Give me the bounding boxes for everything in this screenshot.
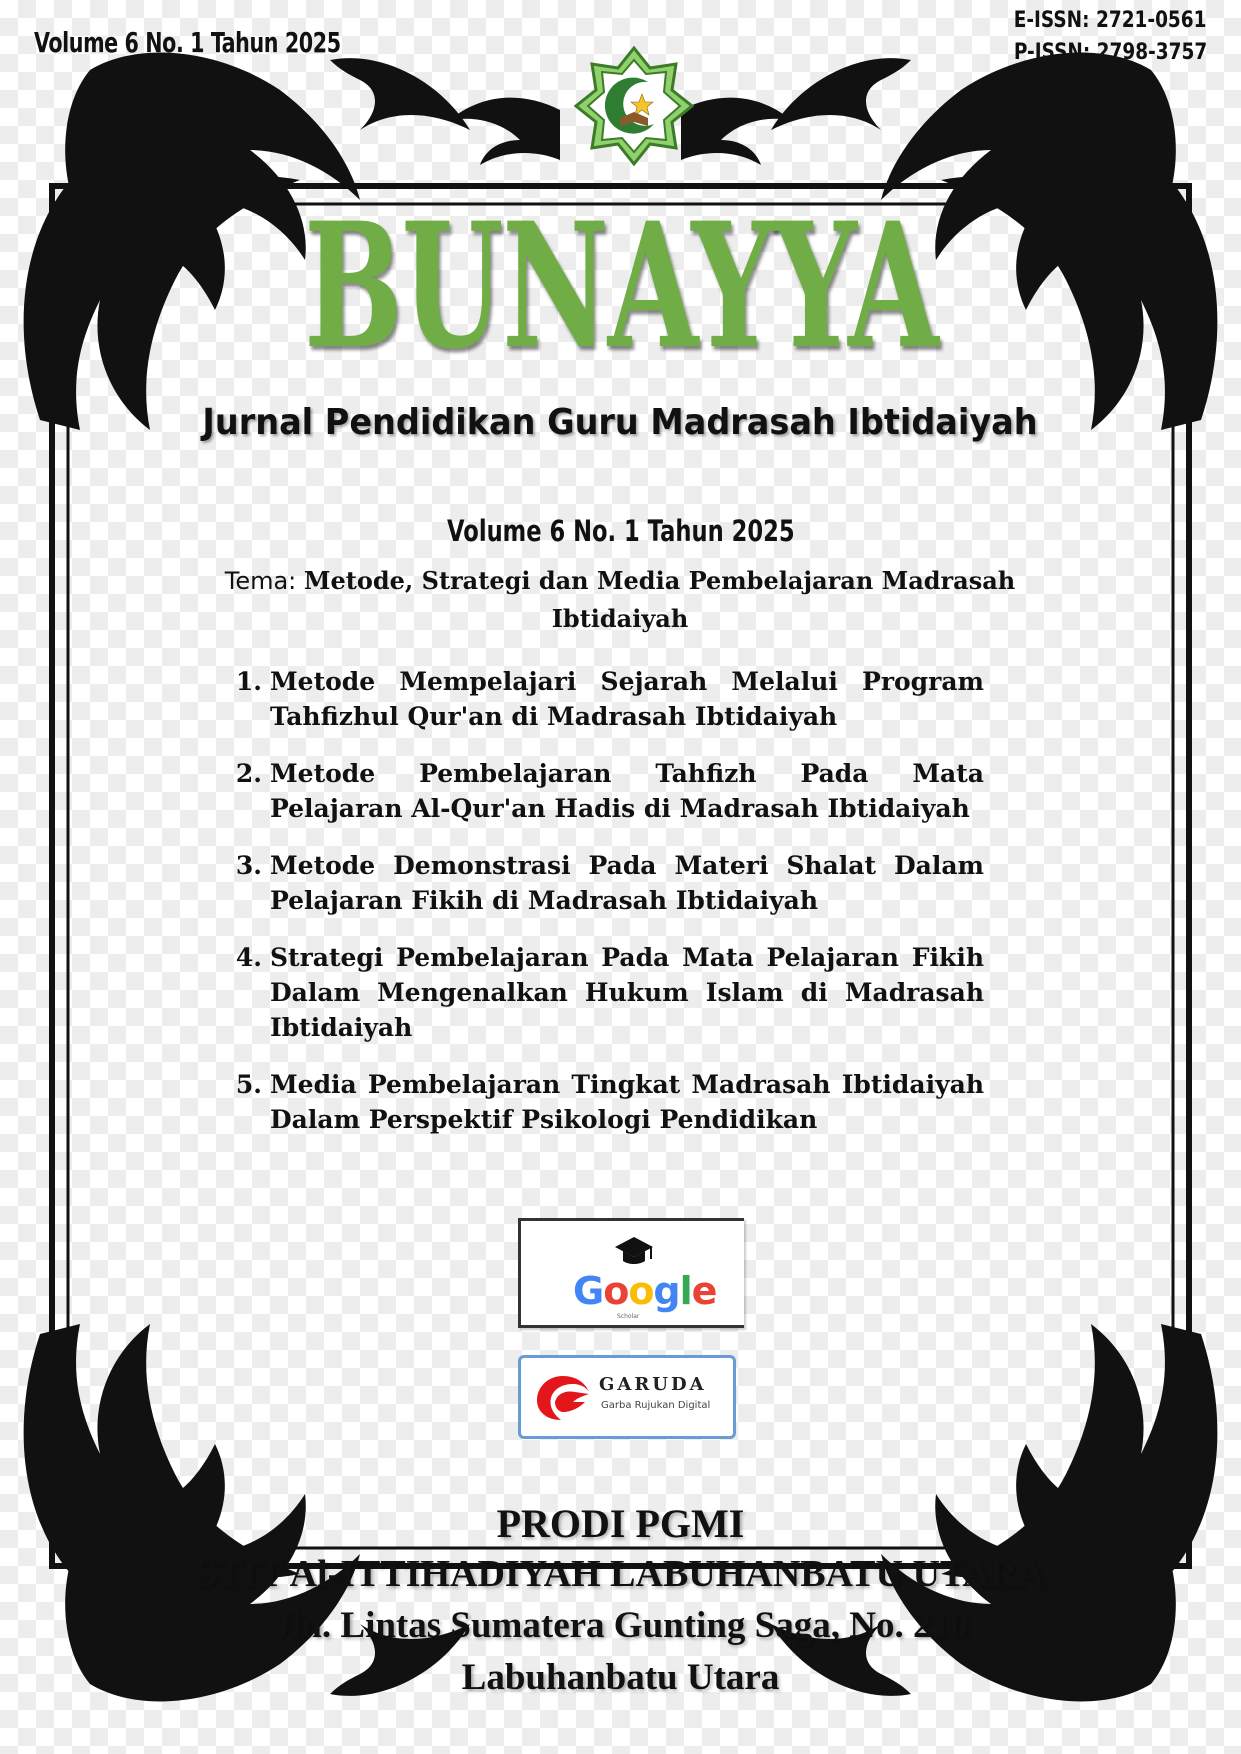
journal-title-text: BUNAYYA — [303, 184, 938, 387]
issue-theme — [220, 562, 1020, 638]
article-item — [228, 756, 984, 826]
google-letter: o — [628, 1269, 654, 1313]
article-title: Media Pembelajaran Tingkat Madrasah Ibtidaiyah Dalam Perspektif Psikologi Pendidikan — [270, 1070, 984, 1134]
article-title: Metode Demonstrasi Pada Materi Shalat Dalam Pelajaran Fikih di Madrasah Ibtidaiyah — [270, 851, 984, 915]
graduation-cap-icon — [613, 1235, 655, 1267]
google-letter: g — [653, 1269, 680, 1313]
footer-program: PRODI PGMI — [496, 1501, 745, 1546]
article-title: Metode Mempelajari Sejarah Melalui Program Tahfizhul Qur'an di Madrasah Ibtidaiyah — [270, 667, 984, 731]
garuda-badge — [518, 1355, 736, 1439]
footer-institution: STIT Al-ITTIHADIYAH LABUHANBATU UTARA — [196, 1553, 1045, 1595]
google-letter: l — [679, 1269, 692, 1313]
article-item — [228, 664, 984, 734]
theme-label: Tema: — [224, 567, 297, 595]
google-wordmark — [573, 1269, 716, 1313]
theme-text: Metode, Strategi dan Media Pembelajaran Madrasah Ibtidaiyah — [303, 566, 1016, 633]
article-title: Strategi Pembelajaran Pada Mata Pelajaran Fikih Dalam Mengenalkan Hukum Islam di Madrasah Ibtidaiyah — [270, 943, 984, 1042]
journal-logo — [574, 46, 694, 166]
article-number: 3. — [235, 851, 262, 880]
article-number: 1. — [235, 667, 262, 696]
article-title: Metode Pembelajaran Tahfizh Pada Mata Pelajaran Al-Qur'an Hadis di Madrasah Ibtidaiyah — [270, 759, 984, 823]
footer-address: Jln. Lintas Sumatera Gunting Saga, No. 210 — [272, 1605, 969, 1646]
issue-heading — [0, 514, 1241, 548]
article-number: 5. — [235, 1070, 262, 1099]
journal-title — [0, 184, 1241, 387]
article-number: 2. — [235, 759, 262, 788]
garuda-wordmark: GARUDA — [599, 1374, 707, 1395]
google-letter: G — [573, 1269, 604, 1313]
google-word — [573, 1269, 716, 1313]
google-scholar-badge — [518, 1218, 744, 1328]
journal-subtitle-text: Jurnal Pendidikan Guru Madrasah Ibtidaiyah — [202, 402, 1039, 443]
google-sub: Scholar — [617, 1313, 640, 1320]
journal-subtitle — [0, 402, 1241, 443]
footer-region: Labuhanbatu Utara — [461, 1657, 780, 1698]
article-number: 4. — [235, 943, 262, 972]
google-letter: e — [691, 1269, 717, 1313]
garuda-tagline: Garba Rujukan Digital — [601, 1400, 711, 1411]
article-item — [228, 940, 984, 1045]
corner-volume-label: Volume 6 No. 1 Tahun 2025 — [34, 26, 341, 59]
article-item — [228, 848, 984, 918]
google-letter: o — [603, 1269, 629, 1313]
article-item — [228, 1067, 984, 1137]
pissn-label: P-ISSN: 2798-3757 — [1013, 40, 1207, 65]
article-list — [228, 664, 984, 1159]
eissn-label: E-ISSN: 2721-0561 — [1014, 8, 1207, 33]
garuda-logo-icon — [533, 1372, 593, 1424]
issue-heading-text: Volume 6 No. 1 Tahun 2025 — [446, 514, 795, 548]
